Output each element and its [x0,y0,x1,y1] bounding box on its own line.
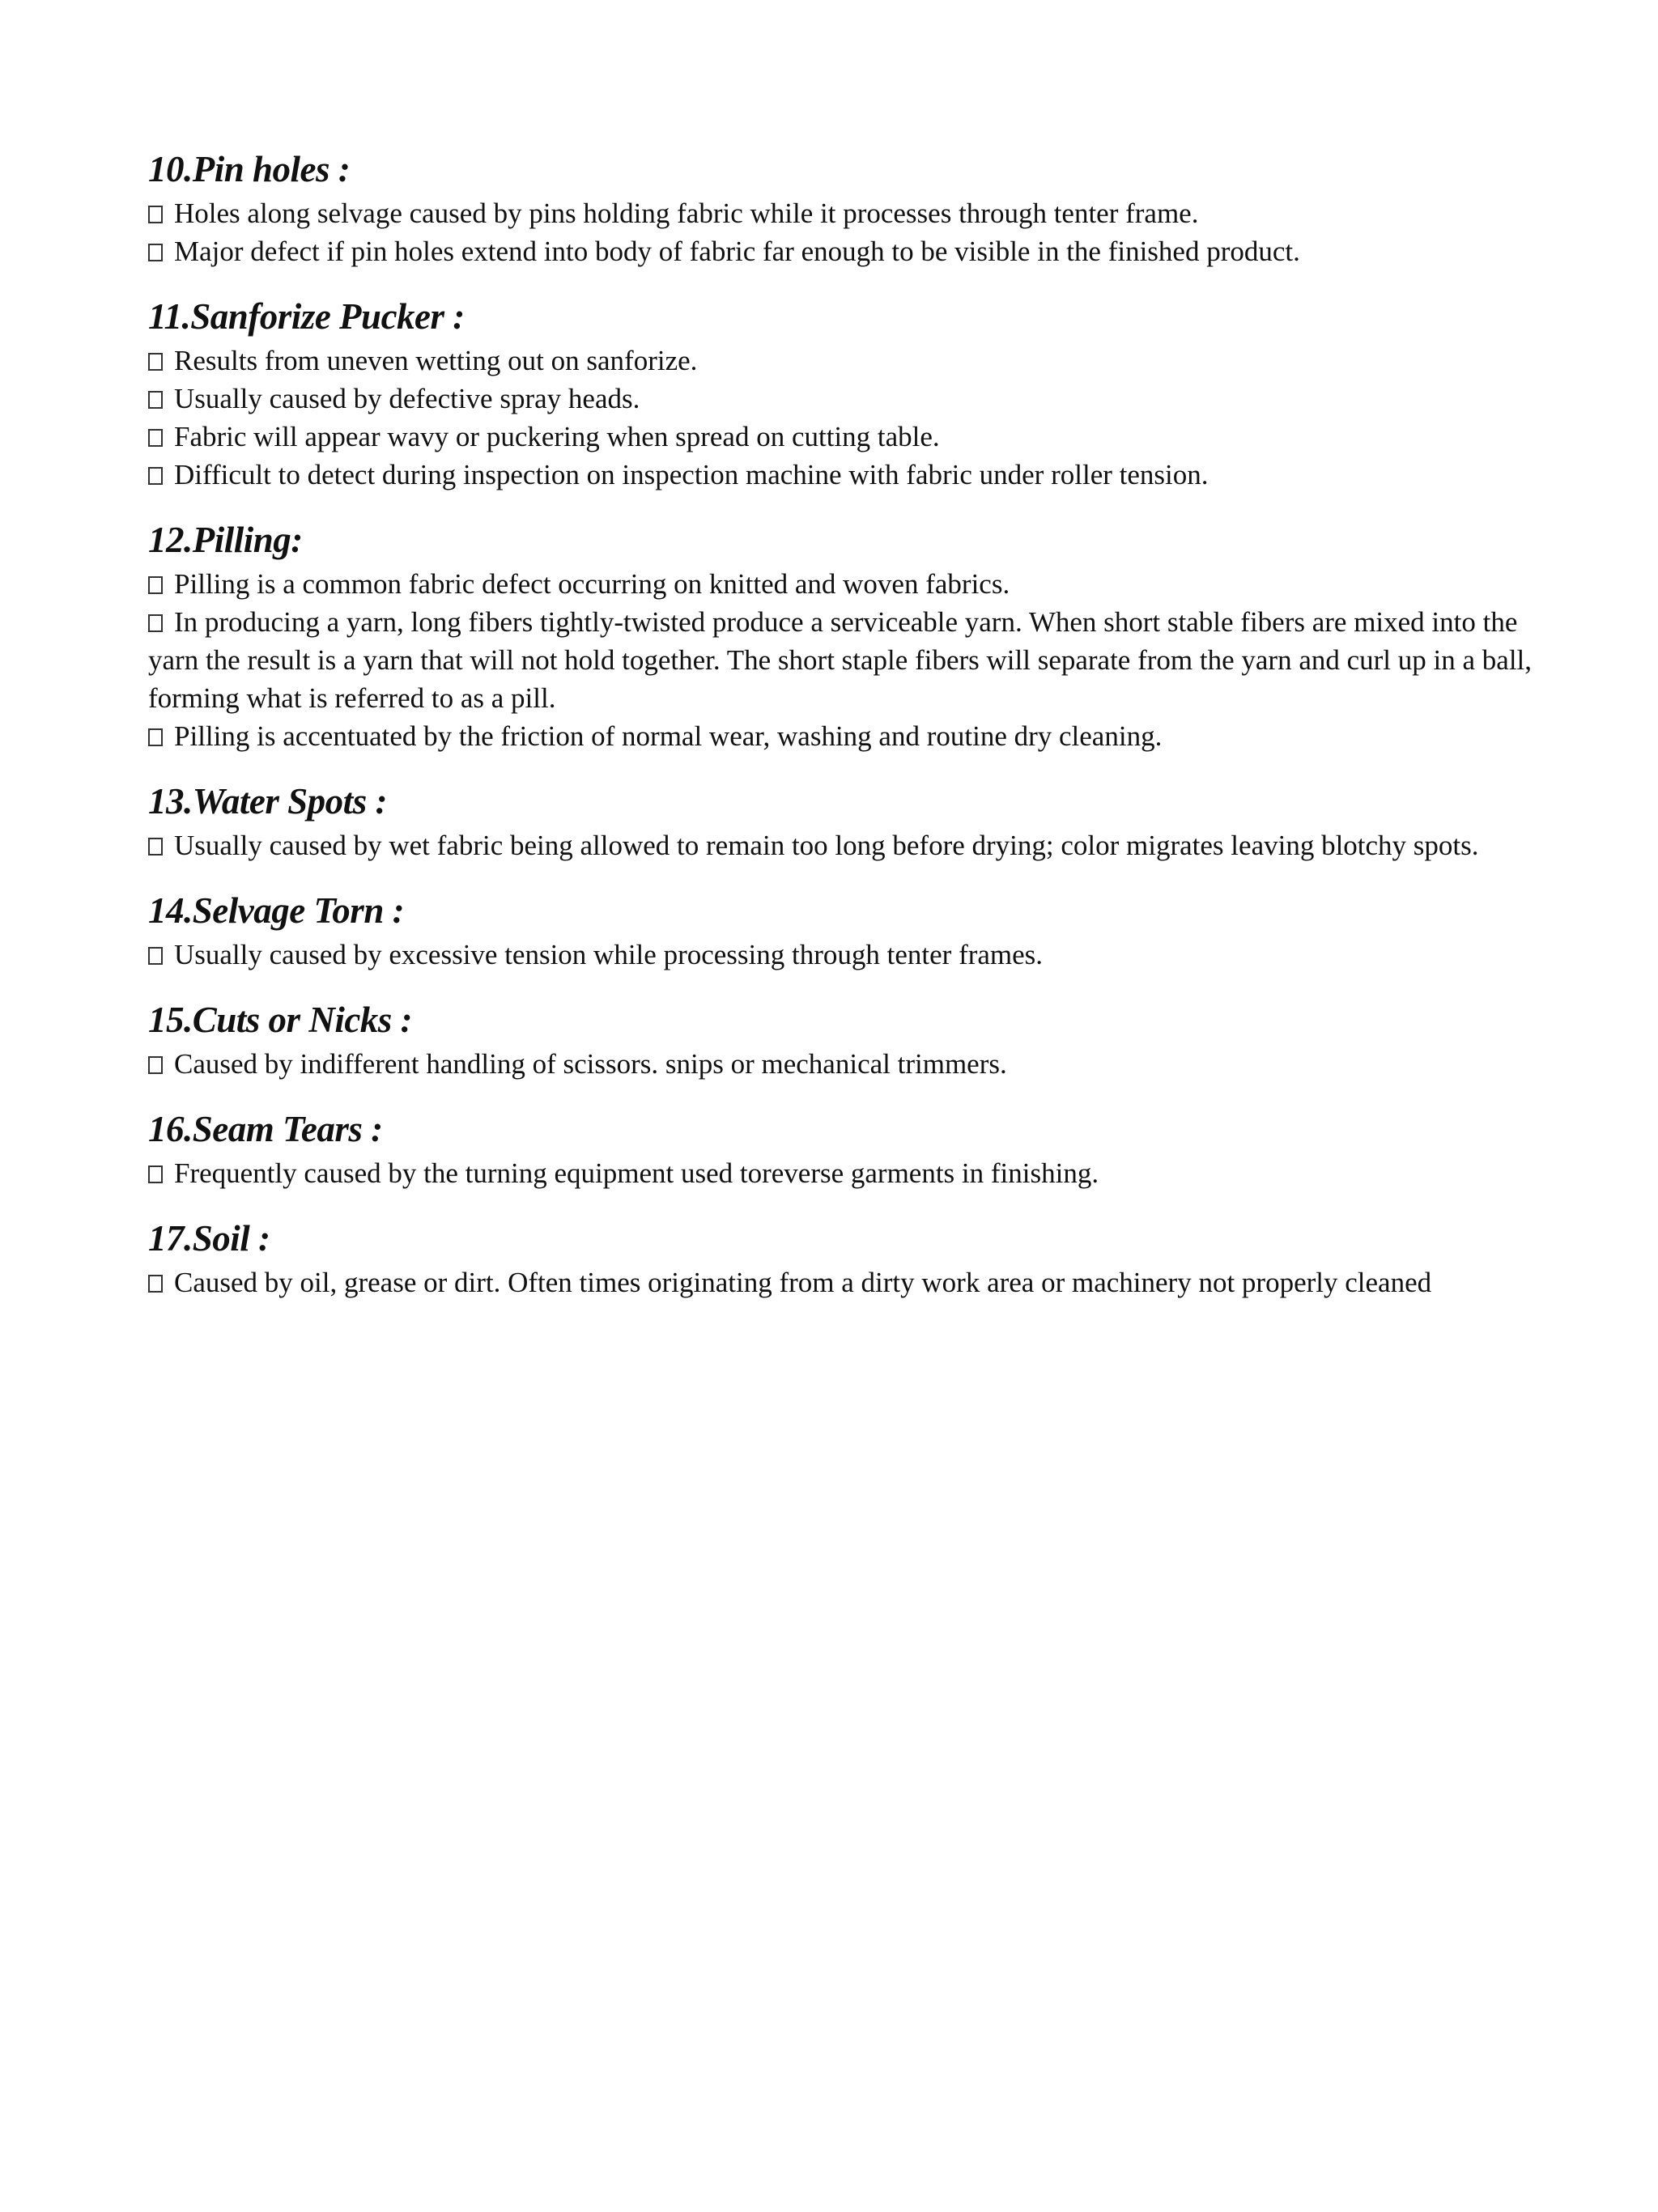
document-page [148,146,1557,1324]
bullet-text: Pilling is accentuated by the friction of normal wear, washing and routine dry cleaning. [174,720,1163,752]
bullet-text: Difficult to detect during inspection on inspection machine with fabric under roller tension. [174,459,1209,490]
bullet-item [148,194,1557,232]
bullet-text: Usually caused by wet fabric being allowed to remain too long before drying; color migrates leaving blotchy spots. [174,830,1479,861]
bullet-text: Caused by oil, grease or dirt. Often times originating from a dirty work area or machinery not properly cleaned [174,1267,1432,1298]
section-heading: 17.Soil : [148,1218,270,1259]
bullet-box-icon [148,1056,163,1074]
section-pilling [148,516,1557,755]
section-heading: 14.Selvage Torn : [148,890,405,931]
section-cuts-or-nicks [148,996,1557,1083]
section-heading: 10.Pin holes : [148,149,351,189]
bullet-item [148,826,1557,864]
bullet-item [148,936,1557,974]
bullet-box-icon [148,391,163,409]
bullet-box-icon [148,1165,163,1183]
bullet-item [148,1263,1557,1301]
bullet-item [148,456,1557,494]
bullet-item [148,1154,1557,1192]
bullet-box-icon [148,947,163,965]
bullet-text: Holes along selvage caused by pins holding fabric while it processes through tenter frame. [174,197,1199,229]
bullet-text: Results from uneven wetting out on sanforize. [174,345,698,376]
bullet-item [148,232,1557,270]
section-heading: 15.Cuts or Nicks : [148,1000,413,1040]
section-water-spots [148,778,1557,864]
section-heading: 11.Sanforize Pucker : [148,296,465,337]
section-pin-holes [148,146,1557,270]
bullet-item [148,380,1557,418]
bullet-text: Major defect if pin holes extend into body of fabric far enough to be visible in the finished product. [174,236,1300,267]
bullet-box-icon [148,838,163,856]
bullet-text: Caused by indifferent handling of scissors. snips or mechanical trimmers. [174,1048,1007,1080]
section-heading: 13.Water Spots : [148,781,387,822]
bullet-box-icon [148,728,163,746]
bullet-item [148,1045,1557,1083]
bullet-box-icon [148,1275,163,1293]
bullet-text: Usually caused by defective spray heads. [174,383,640,414]
section-heading: 16.Seam Tears : [148,1109,383,1149]
bullet-item [148,418,1557,456]
section-sanforize-pucker [148,293,1557,494]
bullet-text: In producing a yarn, long fibers tightly-twisted produce a serviceable yarn. When short stable fibers are mixed into the yarn the result is a yarn that will not hold together. The short staple fibers will separate from the yarn and curl up in a ball, forming what is referred to as a pill. [148,606,1533,714]
bullet-box-icon [148,576,163,594]
bullet-item [148,603,1557,717]
bullet-text: Usually caused by excessive tension while processing through tenter frames. [174,939,1044,970]
section-selvage-torn [148,887,1557,974]
bullet-item [148,565,1557,603]
section-seam-tears [148,1106,1557,1192]
bullet-item [148,342,1557,380]
section-heading: 12.Pilling: [148,520,303,560]
bullet-box-icon [148,614,163,632]
bullet-text: Frequently caused by the turning equipment used toreverse garments in finishing. [174,1157,1099,1189]
bullet-text: Fabric will appear wavy or puckering when spread on cutting table. [174,421,940,452]
bullet-box-icon [148,206,163,223]
bullet-item [148,717,1557,755]
section-soil [148,1215,1557,1301]
bullet-box-icon [148,244,163,261]
bullet-box-icon [148,353,163,371]
bullet-box-icon [148,429,163,447]
bullet-text: Pilling is a common fabric defect occurring on knitted and woven fabrics. [174,568,1010,600]
bullet-box-icon [148,467,163,485]
